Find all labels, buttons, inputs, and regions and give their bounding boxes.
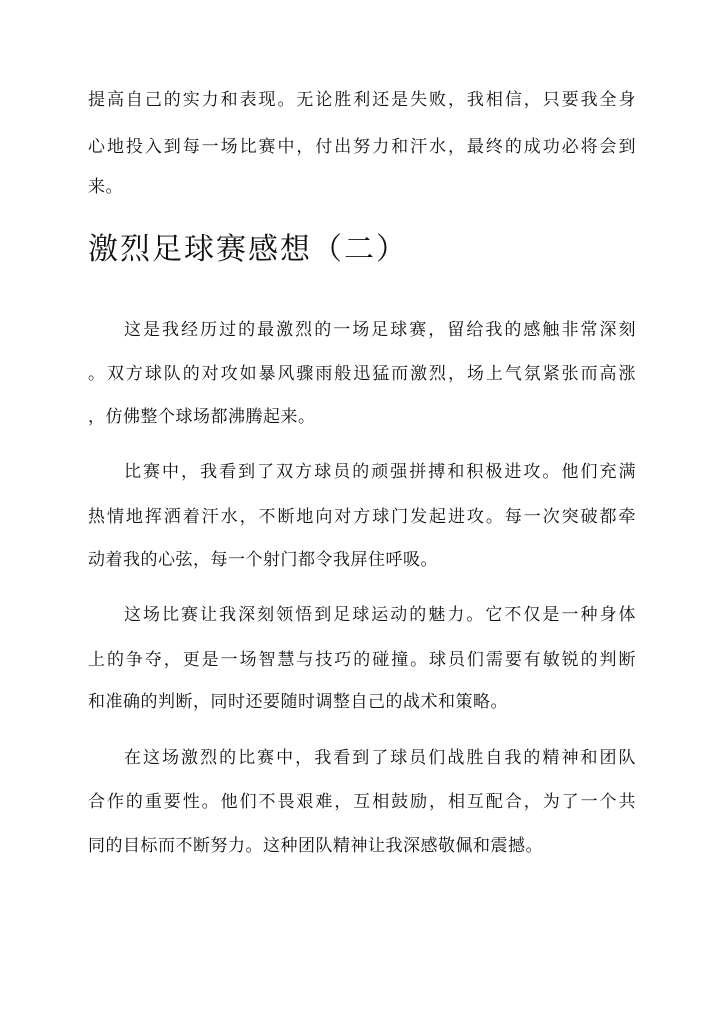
paragraph-1-line-2: 。双方球队的对攻如暴风骤雨般迅猛而激烈，场上气氛紧张而高涨 xyxy=(88,364,636,384)
paragraph-2-line-3: 动着我的心弦，每一个射门都令我屏住呼吸。 xyxy=(88,550,438,570)
paragraph-2-line-2: 热情地挥洒着汗水，不断地向对方球门发起进攻。每一次突破都牵 xyxy=(88,507,636,527)
paragraph-4-line-1: 在这场激烈的比赛中，我看到了球员们战胜自我的精神和团队 xyxy=(124,748,636,768)
paragraph-3-line-3: 和准确的判断，同时还要随时调整自己的战术和策略。 xyxy=(88,692,508,712)
intro-line-3: 来。 xyxy=(88,177,123,197)
paragraph-3-line-2: 上的争夺，更是一场智慧与技巧的碰撞。球员们需要有敏锐的判断 xyxy=(88,650,636,670)
paragraph-2-line-1: 比赛中，我看到了双方球员的顽强拼搏和积极进攻。他们充满 xyxy=(124,462,636,482)
section-heading: 激烈足球赛感想（二） xyxy=(88,232,408,267)
paragraph-1-line-1: 这是我经历过的最激烈的一场足球赛，留给我的感触非常深刻 xyxy=(124,320,636,340)
paragraph-4-line-3: 同的目标而不断努力。这种团队精神让我深感敬佩和震撼。 xyxy=(88,836,543,856)
paragraph-3-line-1: 这场比赛让我深刻领悟到足球运动的魅力。它不仅是一种身体 xyxy=(124,605,636,625)
paragraph-1-line-3: ，仿佛整个球场都沸腾起来。 xyxy=(88,407,316,427)
intro-line-2: 心地投入到每一场比赛中，付出努力和汗水，最终的成功必将会到 xyxy=(88,137,636,157)
paragraph-4-line-2: 合作的重要性。他们不畏艰难，互相鼓励，相互配合，为了一个共 xyxy=(88,792,636,812)
intro-line-1: 提高自己的实力和表现。无论胜利还是失败，我相信，只要我全身 xyxy=(88,90,636,110)
